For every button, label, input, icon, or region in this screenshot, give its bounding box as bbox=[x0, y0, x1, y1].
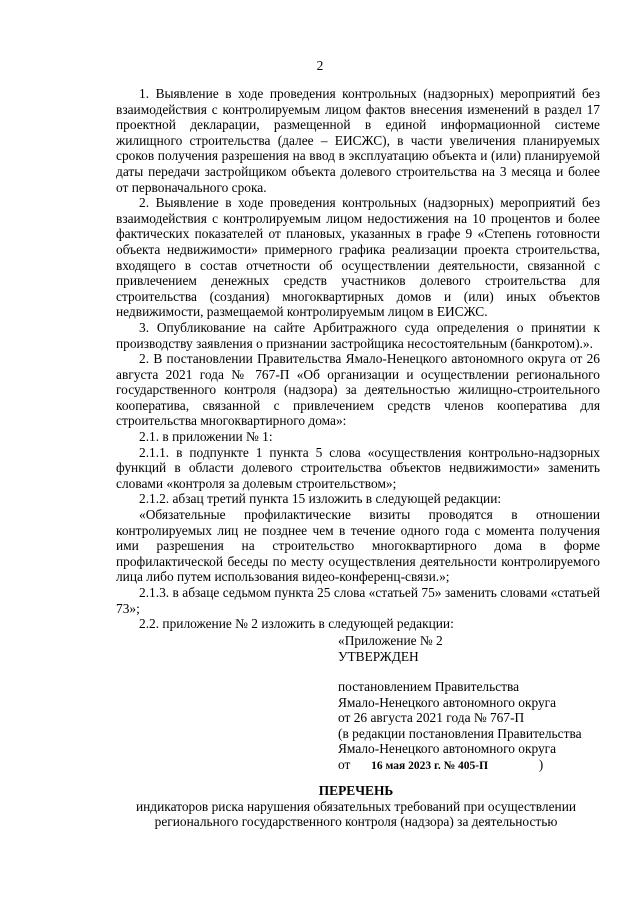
paragraph-2-2: 2.2. приложение № 2 изложить в следующей редакции: bbox=[139, 616, 454, 632]
appendix-date-suffix: ) bbox=[538, 756, 544, 772]
appendix-line-8 bbox=[338, 757, 618, 775]
paragraph-2-1-1: 2.1.1. в подпункте 1 пункта 5 слова «осуществления контрольно-надзорных функций в области долевого строительства объектов недвижимости» заменить словами «контроля за долевым строительством»; bbox=[116, 444, 600, 491]
paragraph-2-1-3: 2.1.3. в абзаце седьмом пункта 25 слова «статьей 75» заменить словами «статьей 73»; bbox=[116, 585, 600, 616]
appendix-line-6: (в редакции постановления Правительства bbox=[338, 725, 582, 741]
list-title bbox=[96, 783, 616, 830]
registration-stamp: 16 мая 2023 г. № 405-П bbox=[371, 759, 489, 772]
appendix-header bbox=[338, 633, 618, 664]
document-body bbox=[116, 86, 600, 632]
list-title-line-1: индикаторов риска нарушения обязательных требований при осуществлении bbox=[135, 798, 577, 814]
appendix-line-5: от 26 августа 2021 года № 767-П bbox=[338, 710, 525, 726]
appendix-line-1: «Приложение № 2 bbox=[338, 633, 443, 648]
page-number: 2 bbox=[316, 58, 324, 73]
paragraph-indicator-1: 1. Выявление в ходе проведения контрольных (надзорных) мероприятий без взаимодействия с контролируемым лицом фактов внесения изменений в раздел 17 проектной декларации, размещенной в единой информационной системе жилищного строительства (далее – ЕИСЖС), в части увеличения планируемых сроков получения разрешения на ввод в эксплуатацию объекта и (или) планируемой даты передачи застройщиком объекта долевого строительства на 3 месяца и более от первоначального срока. bbox=[116, 86, 600, 195]
paragraph-2-1: 2.1. в приложении № 1: bbox=[139, 429, 273, 445]
paragraph-quote-visits: «Обязательные профилактические визиты проводятся в отношении контролируемых лиц не позднее чем в течение одного года с момента получения ими разрешения на строительство многоквартирного дома в форме профилактической беседы по месту осуществления деятельности контролируемого лица либо путем использования видео-конференц-связи.»; bbox=[116, 507, 600, 585]
appendix-line-4: Ямало-Ненецкого автономного округа bbox=[338, 694, 557, 710]
paragraph-2-1-2: 2.1.2. абзац третий пункта 15 изложить в следующей редакции: bbox=[139, 491, 502, 507]
appendix-approval bbox=[338, 679, 618, 775]
appendix-line-7: Ямало-Ненецкого автономного округа bbox=[338, 741, 557, 757]
paragraph-indicator-2: 2. Выявление в ходе проведения контрольных (надзорных) мероприятий без взаимодействия с контролируемым лицом недостижения на 10 процентов и более фактических показателей от плановых, указанных в графе 9 «Степень готовности объекта недвижимости» примерного графика реализации проекта строительства, входящего в состав отчетности об осуществлении деятельности, связанной с привлечением денежных средств участников долевого строительства для строительства (создания) многоквартирных домов и (или) иных объектов недвижимости, размещаемой контролируемым лицом в ЕИСЖС. bbox=[116, 195, 600, 320]
paragraph-amendment-2: 2. В постановлении Правительства Ямало-Ненецкого автономного округа от 26 августа 2021 года № 767-П «Об организации и осуществлении регионального государственного контроля (надзора) за деятельностью жилищно-строительного кооператива, связанной с привлечением средств членов кооператива для строительства многоквартирного дома»: bbox=[116, 351, 600, 429]
paragraph-indicator-3: 3. Опубликование на сайте Арбитражного суда определения о принятии к производству заявления о признании застройщика несостоятельным (банкротом).». bbox=[116, 319, 600, 351]
appendix-line-2: УТВЕРЖДЕН bbox=[338, 648, 419, 664]
appendix-line-3: постановлением Правительства bbox=[338, 679, 520, 694]
list-heading: ПЕРЕЧЕНЬ bbox=[318, 783, 394, 798]
list-title-line-2: регионального государственного контроля (надзора) за деятельностью bbox=[154, 814, 558, 830]
appendix-date-prefix: от bbox=[338, 756, 351, 772]
